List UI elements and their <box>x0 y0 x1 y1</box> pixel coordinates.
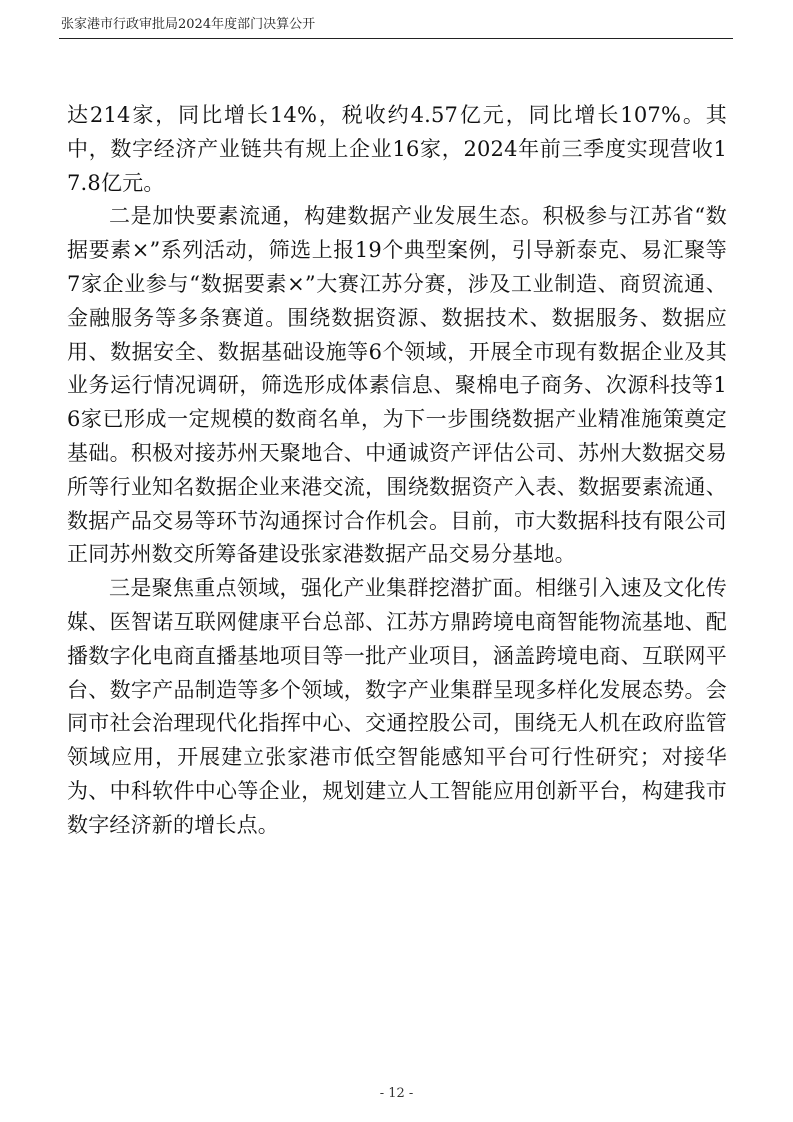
header-title: 张家港市行政审批局2024年度部门决算公开 <box>61 17 316 32</box>
paragraph-key-fields: 三是聚焦重点领域，强化产业集群挖潜扩面。相继引入速及文化传媒、医智诺互联网健康平台总部、江苏方鼎跨境电商智能物流基地、配播数字化电商直播基地项目等一批产业项目，涵盖跨境电商、互联网平台、数字产品制造等多个领域，数字产业集群呈现多样化发展态势。会同市社会治理现代化指挥中心、交通控股公司，围绕无人机在政府监管领域应用，开展建立张家港市低空智能感知平台可行性研究；对接华为、中科软件中心等企业，规划建立人工智能应用创新平台，构建我市数字经济新的增长点。 <box>67 576 727 837</box>
page-number: - 12 - <box>379 1086 414 1101</box>
paragraph-continuation: 达214家，同比增长14%，税收约4.57亿元，同比增长107%。其中，数字经济产业链共有规上企业16家，2024年前三季度实现营收17.8亿元。 <box>67 103 727 195</box>
paragraph-data-factor-circulation: 二是加快要素流通，构建数据产业发展生态。积极参与江苏省“数据要素×”系列活动，筛选上报19个典型案例，引导新泰克、易汇聚等7家企业参与“数据要素×”大赛江苏分赛，涉及工业制造、商贸流通、金融服务等多条赛道。围绕数据资源、数据技术、数据服务、数据应用、数据安全、数据基础设施等6个领域，开展全市现有数据企业及其业务运行情况调研，筛选形成体素信息、聚棉电子商务、次源科技等16家已形成一定规模的数商名单，为下一步围绕数据产业精准施策奠定基础。积极对接苏州天聚地合、中通诚资产评估公司、苏州大数据交易所等行业知名数据企业来港交流，围绕数据资产入表、数据要素流通、数据产品交易等环节沟通探讨合作机会。目前，市大数据科技有限公司正同苏州数交所筹备建设张家港数据产品交易分基地。 <box>67 204 727 567</box>
document-body <box>67 99 727 843</box>
page-header <box>59 14 733 39</box>
